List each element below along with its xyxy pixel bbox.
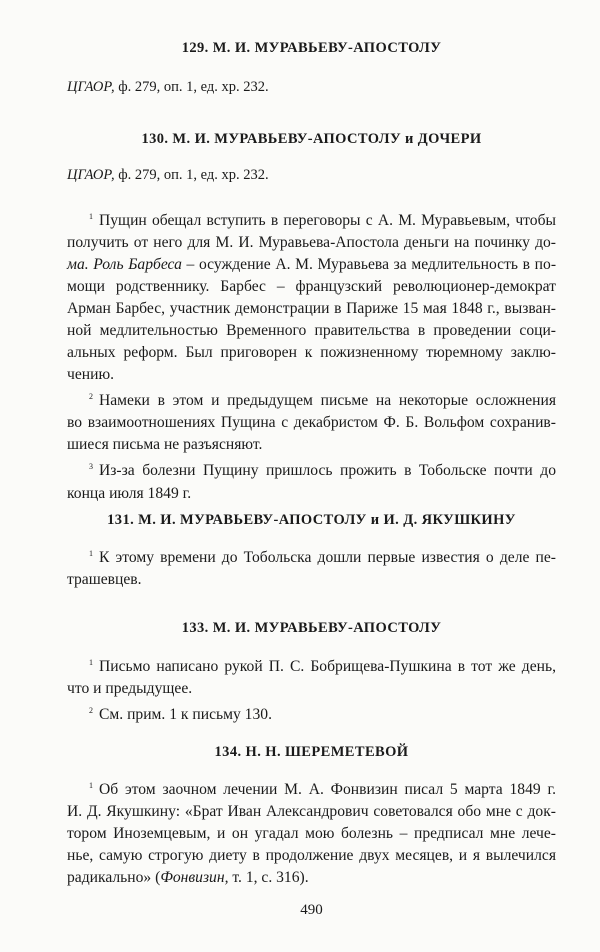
note-line: $^1$ Письмо написано рукой П. С. Бобрищева-Пушкина в тот же день, — [89, 658, 556, 676]
note-number: 3 — [89, 462, 93, 472]
section-heading-134: 134. Н. Н. ШЕРЕМЕТЕВОЙ — [214, 744, 409, 760]
note-number: 1 — [89, 212, 93, 221]
archive-detail: ф. 279, оп. 1, ед. хр. 232. — [114, 79, 269, 95]
note-line: ма. Роль Барбеса – осуждение А. М. Муравьева за медлительность в по- — [67, 256, 557, 274]
note-line: $^2$ Намеки в этом и предыдущем письме на некоторые осложнения — [89, 392, 556, 410]
note-number: 1 — [89, 781, 93, 790]
section-heading-129: 129. М. И. МУРАВЬЕВУ-АПОСТОЛУ — [181, 40, 442, 56]
note-line: мощи родственнику. Барбес – французский революционер-демократ — [67, 278, 556, 296]
note-line: альных реформ. Был приговорен к пожизненному тюремному заклю- — [67, 344, 556, 362]
archive-detail: ф. 279, оп. 1, ед. хр. 232. — [114, 167, 269, 183]
note-line: $^1$ К этому времени до Тобольска дошли первые известия о деле пе- — [89, 549, 556, 567]
notes-130 — [67, 206, 556, 505]
archive-abbr: ЦГАОР, — [67, 167, 115, 183]
note-line: $^1$ Пущин обещал вступить в переговоры с А. М. Муравьевым, чтобы — [89, 212, 556, 230]
note-line: во взаимоотношениях Пущина с декабристом Ф. Б. Вольфом сохранив- — [67, 414, 556, 432]
note-line: тором Иноземцевым, и он угадал мою болезнь – предписал мне лече- — [67, 825, 556, 843]
notes-131 — [67, 543, 556, 591]
notes-133 — [67, 652, 556, 726]
archive-abbr: ЦГАОР, — [67, 79, 115, 95]
note-line: И. Д. Якушкину: «Брат Иван Александрович советовался обо мне с док- — [67, 803, 556, 821]
note-line: получить от него для М. И. Муравьева-Апостола деньги на починку до- — [67, 234, 556, 252]
note-line: ной медлительностью Временного правительства в проведении соци- — [67, 322, 556, 340]
note-line: шиеся письма не разъясняют. — [67, 436, 263, 454]
note-line: трашевцев. — [67, 571, 142, 589]
note-number: 1 — [89, 549, 93, 558]
archive-ref-130 — [67, 167, 556, 184]
note-number: 1 — [89, 658, 93, 667]
note-line: радикально» (Фонвизин, т. 1, с. 316). — [67, 869, 309, 887]
note-line: что и предыдущее. — [67, 680, 193, 698]
note-line: $^3$ Из-за болезни Пущину пришлось прожить в Тобольске почти до — [89, 462, 556, 480]
archive-ref-129 — [67, 79, 556, 96]
section-heading-131: 131. М. И. МУРАВЬЕВУ-АПОСТОЛУ и И. Д. ЯКУШКИНУ — [107, 512, 516, 528]
note-line: $^2$ См. прим. 1 к письму 130. — [89, 706, 272, 724]
note-line: Арман Барбес, участник демонстрации в Париже 15 мая 1848 г., вызван- — [67, 300, 556, 318]
note-line: конца июля 1849 г. — [67, 484, 192, 502]
section-heading-133: 133. М. И. МУРАВЬЕВУ-АПОСТОЛУ — [181, 620, 442, 636]
note-line: $^1$ Об этом заочном лечении М. А. Фонвизин писал 5 марта 1849 г. — [89, 781, 556, 799]
note-line: чению. — [67, 366, 115, 384]
page-number: 490 — [300, 902, 323, 918]
note-line: нье, самую строгую диету в продолжение двух месяцев, и я вылечился — [67, 847, 556, 865]
section-heading-130: 130. М. И. МУРАВЬЕВУ-АПОСТОЛУ и ДОЧЕРИ — [141, 131, 482, 147]
note-number: 2 — [89, 392, 93, 402]
note-number: 2 — [89, 706, 93, 716]
notes-134 — [67, 775, 556, 889]
